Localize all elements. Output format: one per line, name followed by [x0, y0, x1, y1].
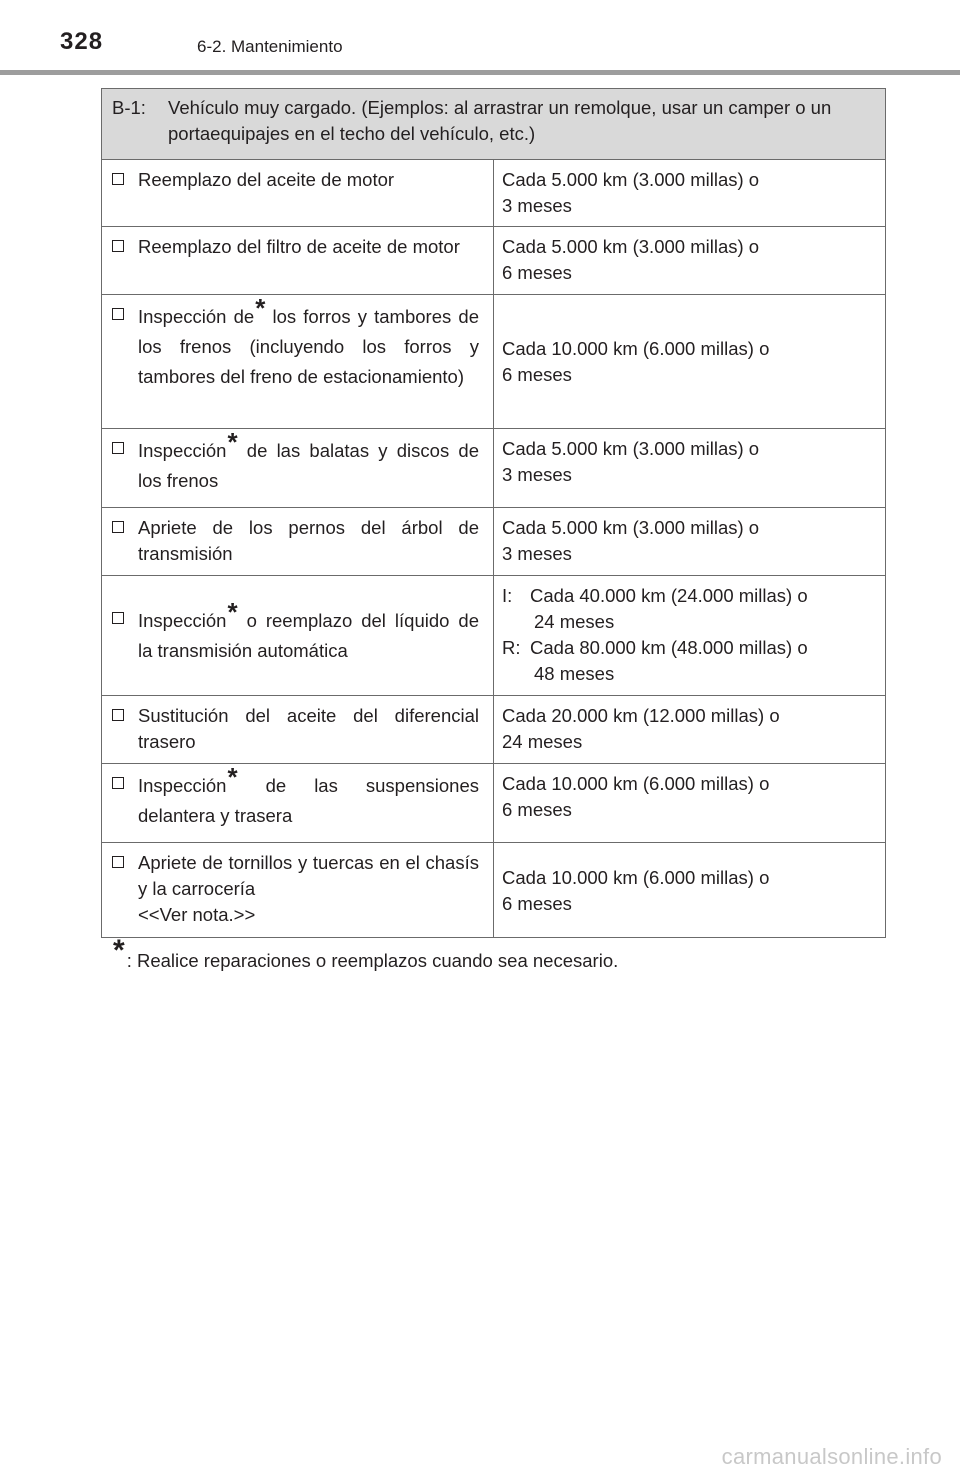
- asterisk-mark: *: [227, 761, 238, 792]
- interval-cell: [494, 429, 886, 508]
- footnote-asterisk: *: [113, 933, 125, 967]
- page-header: [0, 0, 960, 76]
- item-cell: [102, 292, 494, 429]
- inspection-interval: I: Cada 40.000 km (24.000 millas) o 24 meses: [502, 585, 808, 632]
- checkbox-icon: [112, 240, 124, 252]
- interval-line: Cada 10.000 km (6.000 millas) o: [502, 338, 770, 359]
- table-row: [102, 227, 886, 295]
- table-row: [102, 696, 886, 764]
- interval-cell: [494, 508, 886, 576]
- asterisk-mark: *: [255, 292, 266, 323]
- schedule-code: B-1:: [112, 97, 146, 118]
- item-text: Reemplazo del aceite de motor: [138, 169, 395, 190]
- replacement-interval: R: Cada 80.000 km (48.000 millas) o 48 meses: [502, 637, 808, 684]
- interval-cell: [494, 696, 886, 764]
- interval-line: Cada 5.000 km (3.000 millas) o: [502, 438, 760, 459]
- interval-line: 3 meses: [502, 543, 572, 564]
- interval-line: Cada 20.000 km (12.000 millas) o: [502, 705, 780, 726]
- interval-cell: [494, 295, 886, 429]
- item-cell: [102, 843, 494, 938]
- table-row: [102, 429, 886, 508]
- table-row: [102, 508, 886, 576]
- item-cell: [102, 576, 494, 696]
- see-note: <<Ver nota.>>: [138, 904, 256, 925]
- checkbox-icon: [112, 612, 124, 624]
- interval-cell: [494, 764, 886, 843]
- table-row: [102, 764, 886, 843]
- table-header-row: [102, 89, 886, 160]
- table-row: [102, 576, 886, 696]
- page-number: 328: [60, 28, 104, 55]
- item-text: Sustitución del aceite del diferencial trasero: [138, 705, 479, 752]
- item-text: Inspección* de las balatas y discos de los frenos: [138, 426, 479, 491]
- interval-line: Cada 5.000 km (3.000 millas) o: [502, 517, 760, 538]
- item-cell: [102, 160, 494, 227]
- table-header-cell: [102, 89, 886, 160]
- item-cell: [102, 761, 494, 843]
- schedule-description: Vehículo muy cargado. (Ejemplos: al arrastrar un remolque, usar un camper o un portaequipajes en el techo del vehículo, etc.): [168, 97, 832, 144]
- watermark: carmanualsonline.info: [721, 1444, 942, 1469]
- checkbox-icon: [112, 173, 124, 185]
- footnote: [112, 933, 619, 972]
- maintenance-schedule-table: [101, 88, 886, 938]
- interval-line: 24 meses: [502, 731, 583, 752]
- checkbox-icon: [112, 442, 124, 454]
- checkbox-icon: [112, 521, 124, 533]
- interval-line: Cada 10.000 km (6.000 millas) o: [502, 866, 770, 888]
- interval-line: 6 meses: [502, 364, 572, 385]
- item-cell: [102, 508, 494, 576]
- asterisk-mark: *: [227, 426, 238, 457]
- section-title: 6-2. Mantenimiento: [197, 37, 343, 56]
- item-cell: [102, 426, 494, 508]
- checkbox-icon: [112, 308, 124, 320]
- interval-line: 6 meses: [502, 799, 572, 820]
- interval-cell: [494, 576, 886, 696]
- table-row: [102, 295, 886, 429]
- interval-line: 3 meses: [502, 195, 572, 216]
- checkbox-icon: [112, 709, 124, 721]
- table-row: [102, 160, 886, 227]
- item-text: Inspección* de las suspensiones delantera y trasera: [138, 761, 479, 826]
- interval-line: Cada 10.000 km (6.000 millas) o: [502, 773, 770, 794]
- footnote-text: : Realice reparaciones o reemplazos cuando sea necesario.: [126, 950, 619, 971]
- interval-line: Cada 5.000 km (3.000 millas) o: [502, 169, 760, 190]
- interval-cell: [494, 227, 886, 295]
- asterisk-mark: *: [227, 596, 238, 627]
- interval-line: 6 meses: [502, 892, 572, 914]
- interval-line: 6 meses: [502, 262, 572, 283]
- item-text: Reemplazo del filtro de aceite de motor: [138, 236, 460, 257]
- item-text: Apriete de tornillos y tuercas en el chasís y la carrocería <<Ver nota.>>: [138, 852, 479, 925]
- item-text: Apriete de los pernos del árbol de transmisión: [138, 517, 479, 564]
- header-rule: [0, 70, 960, 75]
- checkbox-icon: [112, 856, 124, 868]
- item-cell: [102, 227, 494, 295]
- interval-cell: [494, 160, 886, 227]
- item-text: Inspección de* los forros y tambores de los frenos (incluyendo los forros y tambores del freno de estacionamiento): [138, 292, 479, 387]
- interval-cell: [494, 843, 886, 938]
- table-row: [102, 843, 886, 938]
- interval-line: Cada 5.000 km (3.000 millas) o: [502, 236, 760, 257]
- item-text: Inspección* o reemplazo del líquido de la transmisión automática: [138, 596, 479, 661]
- interval-line: 3 meses: [502, 464, 572, 485]
- item-cell: [102, 696, 494, 764]
- checkbox-icon: [112, 777, 124, 789]
